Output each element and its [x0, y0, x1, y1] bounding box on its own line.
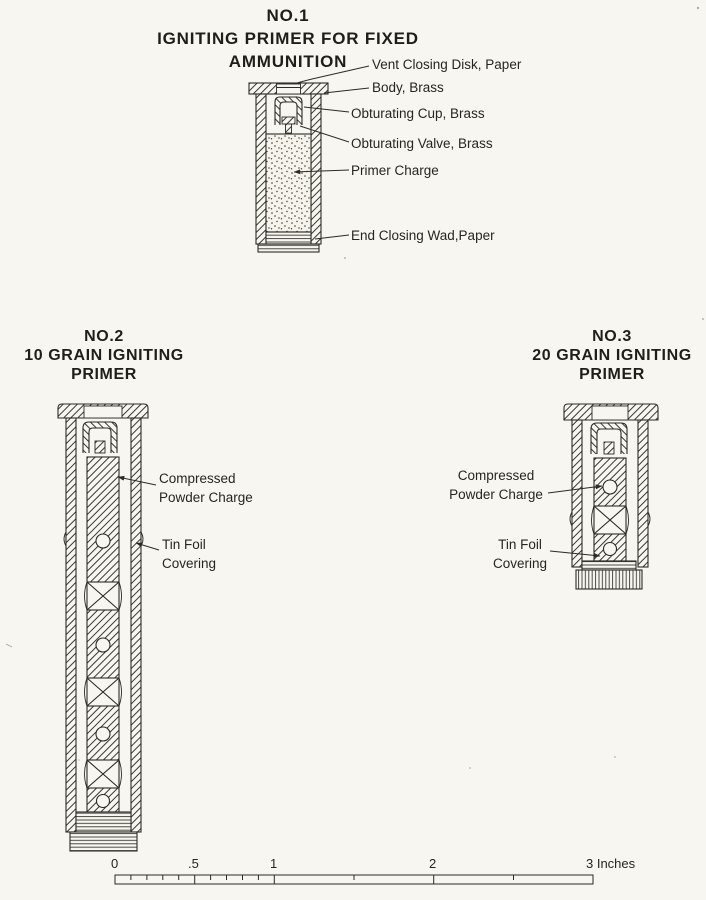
fig2-label-charge-line1: Compressed — [159, 471, 236, 486]
fig2-title-line3: PRIMER — [71, 366, 137, 383]
fig2-title-number: NO.2 — [84, 328, 124, 345]
fig1-label-obturating-valve: Obturating Valve, Brass — [351, 136, 493, 151]
fig1-label-vent-closing-disk: Vent Closing Disk, Paper — [372, 57, 522, 72]
fig2-label-foil-line1: Tin Foil — [162, 537, 206, 552]
fig3-title-line3: PRIMER — [579, 366, 645, 383]
fig3-primer-cross-section — [564, 404, 658, 589]
fig2-title — [8, 327, 200, 384]
scale-tick-0: 0 — [111, 856, 119, 871]
fig1-label-end-closing-wad: End Closing Wad,Paper — [351, 228, 495, 243]
fig1-title-number: NO.1 — [266, 6, 310, 25]
fig3-title-line2: 20 GRAIN IGNITING — [532, 347, 692, 364]
scale-tick-1: 1 — [270, 856, 278, 871]
fig2-label-tin-foil-covering — [162, 536, 216, 573]
fig3-label-tin-foil-covering — [486, 536, 554, 573]
fig3-label-foil-line1: Tin Foil — [498, 537, 542, 552]
fig3-label-charge-line1: Compressed — [457, 468, 535, 483]
fig3-label-compressed-powder-charge — [444, 467, 548, 504]
fig2-primer-cross-section — [58, 404, 148, 851]
fig1-label-primer-charge: Primer Charge — [351, 163, 439, 178]
scale-tick-3-inches: 3 Inches — [586, 856, 636, 871]
fig3-title — [516, 327, 706, 384]
fig2-title-line2: 10 GRAIN IGNITING — [24, 347, 184, 364]
fig1-title-line2: IGNITING PRIMER FOR FIXED — [157, 29, 419, 48]
fig1-label-obturating-cup: Obturating Cup, Brass — [351, 106, 485, 121]
fig3-title-number: NO.3 — [592, 328, 632, 345]
scale-bar — [115, 875, 593, 884]
fig2-label-charge-line2: Powder Charge — [159, 489, 253, 505]
fig2-label-compressed-powder-charge — [159, 470, 253, 507]
scale-tick-half: .5 — [188, 856, 199, 871]
fig2-label-foil-line2: Covering — [162, 555, 217, 571]
fig1-title-line3: AMMUNITION — [228, 52, 348, 71]
scale-tick-2: 2 — [429, 856, 437, 871]
fig3-label-charge-line2: Powder Charge — [449, 486, 543, 502]
fig3-label-foil-line2: Covering — [492, 555, 548, 571]
fig1-label-body-brass: Body, Brass — [372, 80, 444, 95]
